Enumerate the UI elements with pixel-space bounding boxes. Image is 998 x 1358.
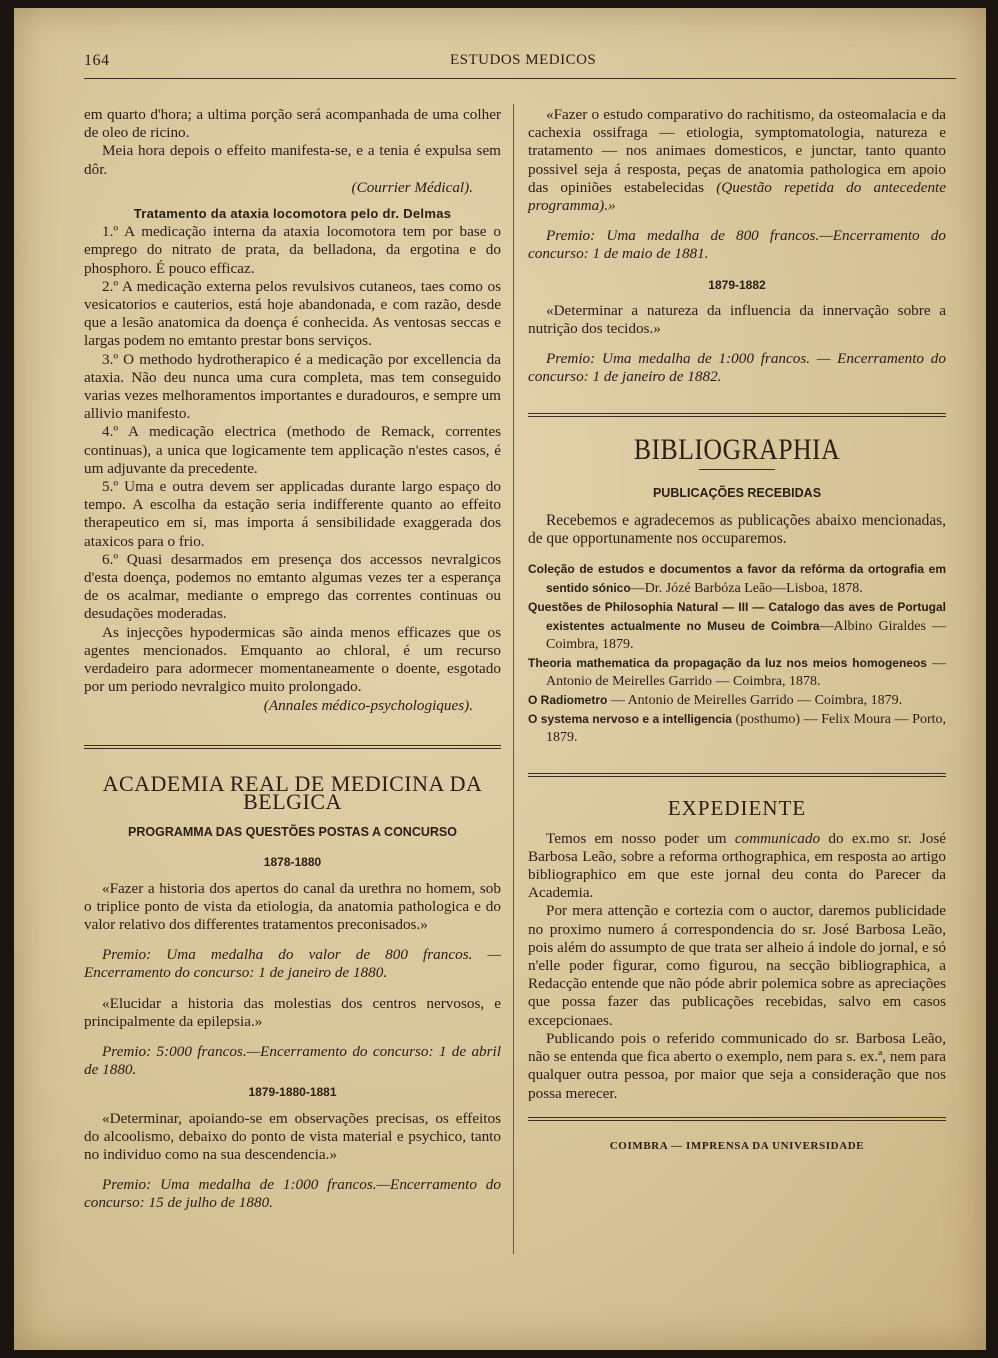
running-title: ESTUDOS MEDICOS xyxy=(450,52,597,68)
publication-title: O Radiometro xyxy=(528,693,608,708)
question: «Elucidar a historia das molestias dos centros nervosos, e principalmente da epilepsia.» xyxy=(84,994,501,1030)
prize-note: Premio: Uma medalha de 1:000 francos. — Encerramento do concurso: 1 de janeiro de 1882. xyxy=(528,350,946,386)
question: «Determinar, apoiando-se em observações precisas, os effeitos do alcoolismo, debaixo do ponto de vista material e psychico, tanto no individuo como na sua descendencia.» xyxy=(84,1109,501,1163)
publication-details: — Antonio de Meirelles Garrido — Coimbra, 1879. xyxy=(607,693,903,709)
ataxia-item: 3.º O methodo hydrotherapico é a medicação por excellencia da ataxia. Não deu nunca uma cura completa, mas tem conseguido varias vezes melhoramentos importantes e duradouros, e sempre um allivio manifesto. xyxy=(84,350,501,423)
ataxia-item: 6.º Quasi desarmados em presença dos accessos nevralgicos d'esta doença, podemos no emtanto algumas vezes ter a esperança de os acalmar, mediante o emprego das correntes continuas ou desudações moderadas. xyxy=(84,550,501,623)
bibliographia-subtitle: PUBLICAÇÕES RECEBIDAS xyxy=(652,485,822,500)
page-number: 164 xyxy=(84,52,110,69)
publication-title: Coleção de estudos e documentos a favor da refórma da ortografia em sentido sónico xyxy=(528,562,946,596)
header-rule xyxy=(84,78,956,79)
ataxia-item: As injecções hypodermicas são ainda menos efficazes que os agentes mencionados. Emquanto ao chloral, é um recurso verdadeiro para adormecer momentaneamente o doente, esgotado por um periodo nevralgico muito prolongado. xyxy=(84,623,501,696)
ataxia-item: 5.º Uma e outra devem ser applicadas durante largo espaço do tempo. A escolha da estação seria indifferente quanto ao effeito therapeutico em si, mas importa á sensibilidade exaggerada dos ataxicos para o frio. xyxy=(84,478,501,550)
question: «Determinar a natureza da influencia da innervação sobre a nutrição dos tecidos.» xyxy=(528,301,946,338)
question: «Fazer a historia dos apertos do canal da urethra no homem, sob o triplice ponto de vista da etiologia, da anatomia pathologica e do valor relativo dos differentes tratamentos preconisados.» xyxy=(84,879,501,933)
ataxia-list xyxy=(84,223,501,696)
publication-entry xyxy=(528,691,946,710)
publication-title: Questões de Philosophia Natural — III — Catalogo das aves de Portugal existentes actualmente no Museu de Coimbra xyxy=(528,600,946,634)
publication-entry xyxy=(528,654,946,691)
right-column xyxy=(528,106,946,1155)
paragraph: Meia hora depois o effeito manifesta-se, e a tenia é expulsa sem dôr. xyxy=(84,142,501,178)
bibliographia-title: BIBLIOGRAPHIA xyxy=(633,432,841,466)
ataxia-item: 2.º A medicação externa pelos revulsivos cutaneos, taes como os vesicatorios e cauterios, está hoje abandonada, e com razão, desde que a lesão anatomica da doença é conhecida. As ventosas seccas e largas podem no emtanto prestar bons serviços. xyxy=(84,277,501,350)
years-heading: 1879-1880-1881 xyxy=(248,1085,337,1100)
paragraph: Temos em nosso poder um communicado do ex.mo sr. José Barbosa Leão, sobre a reforma orthographica, em resposta ao artigo bibliographico em que este jornal deu conta do Parecer da Academia. xyxy=(528,829,947,902)
expediente-title: EXPEDIENTE xyxy=(667,796,807,821)
ataxia-item: 1.º A medicação interna da ataxia locomotora tem por base o emprego do nitrato de prata, da belladona, da ergotina e do phosphoro. É pouco efficaz. xyxy=(84,223,501,277)
prize-note: Premio: 5:000 francos.—Encerramento do concurso: 1 de abril de 1880. xyxy=(84,1042,501,1079)
academia-title: ACADEMIA REAL DE MEDICINA DA BELGICA xyxy=(102,770,483,814)
prize-note: Premio: Uma medalha de 1:000 francos.—Encerramento do concurso: 15 de julho de 1880. xyxy=(84,1176,501,1212)
publication-title: Theoria mathematica da propagação da luz nos meios homogeneos xyxy=(528,656,927,671)
publication-entry xyxy=(528,710,946,747)
section-divider xyxy=(528,413,946,417)
paragraph: Recebemos e agradecemos as publicações abaixo mencionadas, de que opportunamente nos occuparemos. xyxy=(528,512,946,548)
prize-note: Premio: Uma medalha do valor de 800 francos. — Encerramento do concurso: 1 de janeiro de 1880. xyxy=(84,946,501,982)
section-divider xyxy=(528,1117,946,1121)
page-header xyxy=(84,52,956,82)
paragraph: em quarto d'hora; a ultima porção será acompanhada de uma colher de oleo de ricino. xyxy=(84,106,501,142)
section-divider xyxy=(84,745,501,749)
publication-details: (posthumo) — Felix Moura — Porto, 1879. xyxy=(546,712,947,746)
question: «Fazer o estudo comparativo do rachitismo, da osteomalacia e da cachexia ossifraga — etiologia, symptomatologia, natureza e tratamento — nos animaes domesticos, e junctar, tanto quanto possivel seja á resposta, peças de anatomia pathologica em apoio das opiniões estabelecidas (Questão repetida do antecedente programma).» xyxy=(528,106,947,215)
section-divider xyxy=(528,773,946,777)
publication-list xyxy=(528,560,946,747)
paragraph: Por mera attenção e cortezia com o auctor, daremos publicidade no proximo numero á correspondencia do sr. José Barbosa Leão, pois além do assumpto de que trata ser alheio á indole do jornal, e só n'elle poder figurar, como figurou, na secção bibliographica, a Redacção entende que não póde abrir polemica sobre as apreciações que possa fazer das publicações recebidas, salvo em casos excepcionaes. xyxy=(528,902,946,1029)
publication-title: O systema nervoso e a intelligencia xyxy=(528,712,732,727)
column-separator xyxy=(513,104,514,1254)
source-citation: (Courrier Médical). xyxy=(351,178,473,196)
imprint-footer: COIMBRA — IMPRENSA DA UNIVERSIDADE xyxy=(609,1139,865,1152)
publication-details: —Dr. Józé Barbóza Leão—Lisboa, 1878. xyxy=(630,581,863,597)
section-heading: Tratamento da ataxia locomotora pelo dr. Delmas xyxy=(133,206,452,222)
title-rule xyxy=(699,469,775,470)
left-column xyxy=(84,106,501,1213)
publication-details: —Albino Giraldes — Coimbra, 1879. xyxy=(546,619,946,653)
years-heading: 1879-1882 xyxy=(708,277,766,292)
academia-subtitle: PROGRAMMA DAS QUESTÕES POSTAS A CONCURSO xyxy=(128,825,457,840)
ataxia-item: 4.º A medicação electrica (methodo de Remack, correntes continuas), a unica que logicamente tem applicação n'estes casos, é um adjuvante da precedente. xyxy=(84,423,501,477)
prize-note: Premio: Uma medalha de 800 francos.—Encerramento do concurso: 1 de maio de 1881. xyxy=(528,227,946,263)
source-citation: (Annales médico-psychologiques). xyxy=(263,696,473,714)
publication-entry xyxy=(528,598,946,654)
paragraph: Publicando pois o referido communicado do sr. Barbosa Leão, não se entenda que fica aberto o exemplo, nem para s. ex.ª, nem para qualquer outra pessoa, por maior que seja a consideração que nos possa merecer. xyxy=(528,1029,946,1102)
publication-details: — Antonio de Meirelles Garrido — Coimbra, 1878. xyxy=(546,656,946,690)
years-heading: 1878-1880 xyxy=(263,855,322,870)
publication-entry xyxy=(528,560,946,598)
